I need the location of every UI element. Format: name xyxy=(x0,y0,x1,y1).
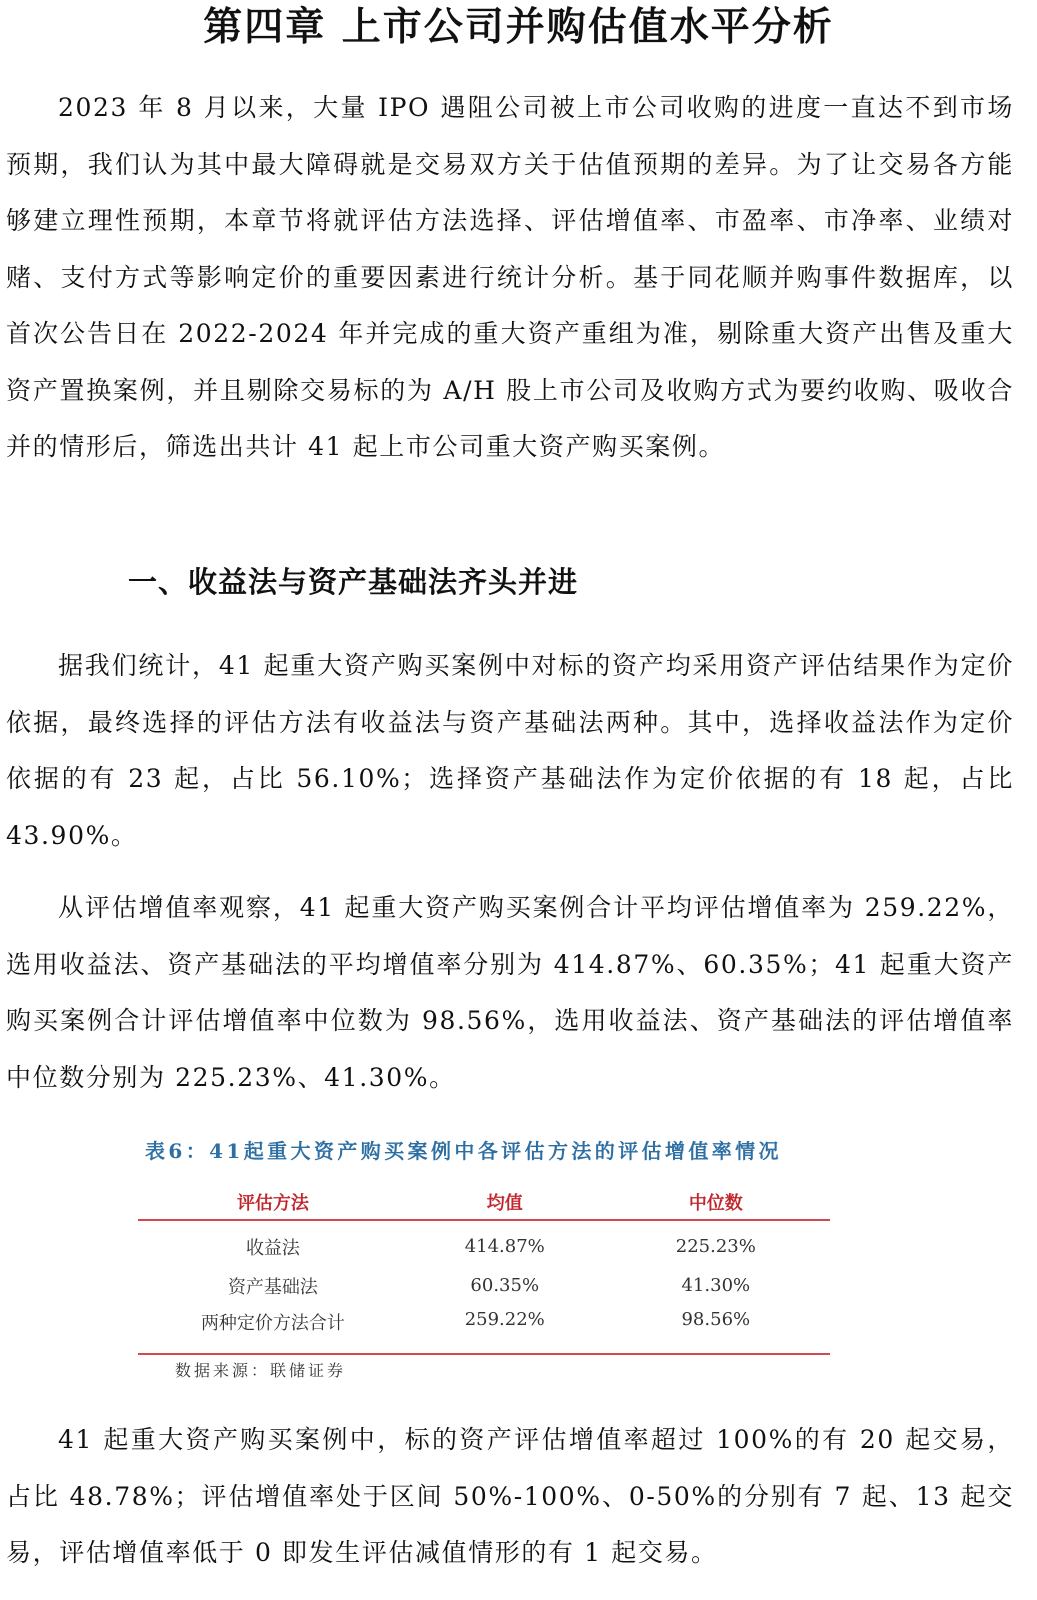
cell-method: 资产基础法 xyxy=(227,1276,318,1298)
cell-method: 收益法 xyxy=(245,1237,300,1259)
cell-mean: 414.87% xyxy=(464,1236,545,1257)
header-method: 评估方法 xyxy=(138,1185,408,1220)
table-row xyxy=(138,1220,830,1227)
table-row xyxy=(138,1266,830,1305)
cell-mean: 259.22% xyxy=(408,1305,602,1354)
distribution-paragraph: 41 起重大资产购买案例中，标的资产评估增值率超过 100%的有 20 起交易，占比 48.78%；评估增值率处于区间 50%-100%、0-50%的分别有 7 起、13 起交易，评估增值率低于 0 即发生评估减值情形的有 1 起交易。 xyxy=(6,1425,1014,1567)
cell-median: 41.30% xyxy=(681,1275,751,1296)
table-source: 数据来源：联储证券 xyxy=(175,1361,347,1380)
table-row xyxy=(138,1227,830,1266)
section-title: 一、收益法与资产基础法齐头并进 xyxy=(128,565,579,599)
table-row xyxy=(138,1305,830,1354)
cell-median: 225.23% xyxy=(675,1236,756,1257)
cell-method: 两种定价方法合计 xyxy=(138,1305,408,1354)
valuation-rate-paragraph: 从评估增值率观察，41 起重大资产购买案例合计平均评估增值率为 259.22%，选用收益法、资产基础法的平均增值率分别为 414.87%、60.35%；41 起重大资产购买案例合计评估增值率中位数为 98.56%，选用收益法、资产基础法的评估增值率中位数分别为 225.23%、41.30%。 xyxy=(6,893,1014,1092)
header-mean: 均值 xyxy=(408,1185,602,1220)
header-median: 中位数 xyxy=(602,1185,830,1220)
cell-median: 98.56% xyxy=(602,1305,830,1354)
valuation-table xyxy=(138,1185,830,1355)
cell-mean: 60.35% xyxy=(470,1275,540,1296)
method-stats-paragraph: 据我们统计，41 起重大资产购买案例中对标的资产均采用资产评估结果作为定价依据，最终选择的评估方法有收益法与资产基础法两种。其中，选择收益法作为定价依据的有 23 起，占比 56.10%；选择资产基础法作为定价依据的有 18 起，占比 43.90%。 xyxy=(6,651,1014,850)
table-header-row xyxy=(138,1185,830,1220)
table-title: 表6：41起重大资产购买案例中各评估方法的评估增值率情况 xyxy=(145,1139,782,1163)
chapter-title: 第四章 上市公司并购估值水平分析 xyxy=(203,5,834,50)
intro-paragraph: 2023 年 8 月以来，大量 IPO 遇阻公司被上市公司收购的进度一直达不到市场预期，我们认为其中最大障碍就是交易双方关于估值预期的差异。为了让交易各方能够建立理性预期，本章节将就评估方法选择、评估增值率、市盈率、市净率、业绩对赌、支付方式等影响定价的重要因素进行统计分析。基于同花顺并购事件数据库，以首次公告日在 2022-2024 年并完成的重大资产重组为准，剔除重大资产出售及重大资产置换案例，并且剔除交易标的为 A/H 股上市公司及收购方式为要约收购、吸收合并的情形后，筛选出共计 41 起上市公司重大资产购买案例。 xyxy=(6,93,1014,461)
